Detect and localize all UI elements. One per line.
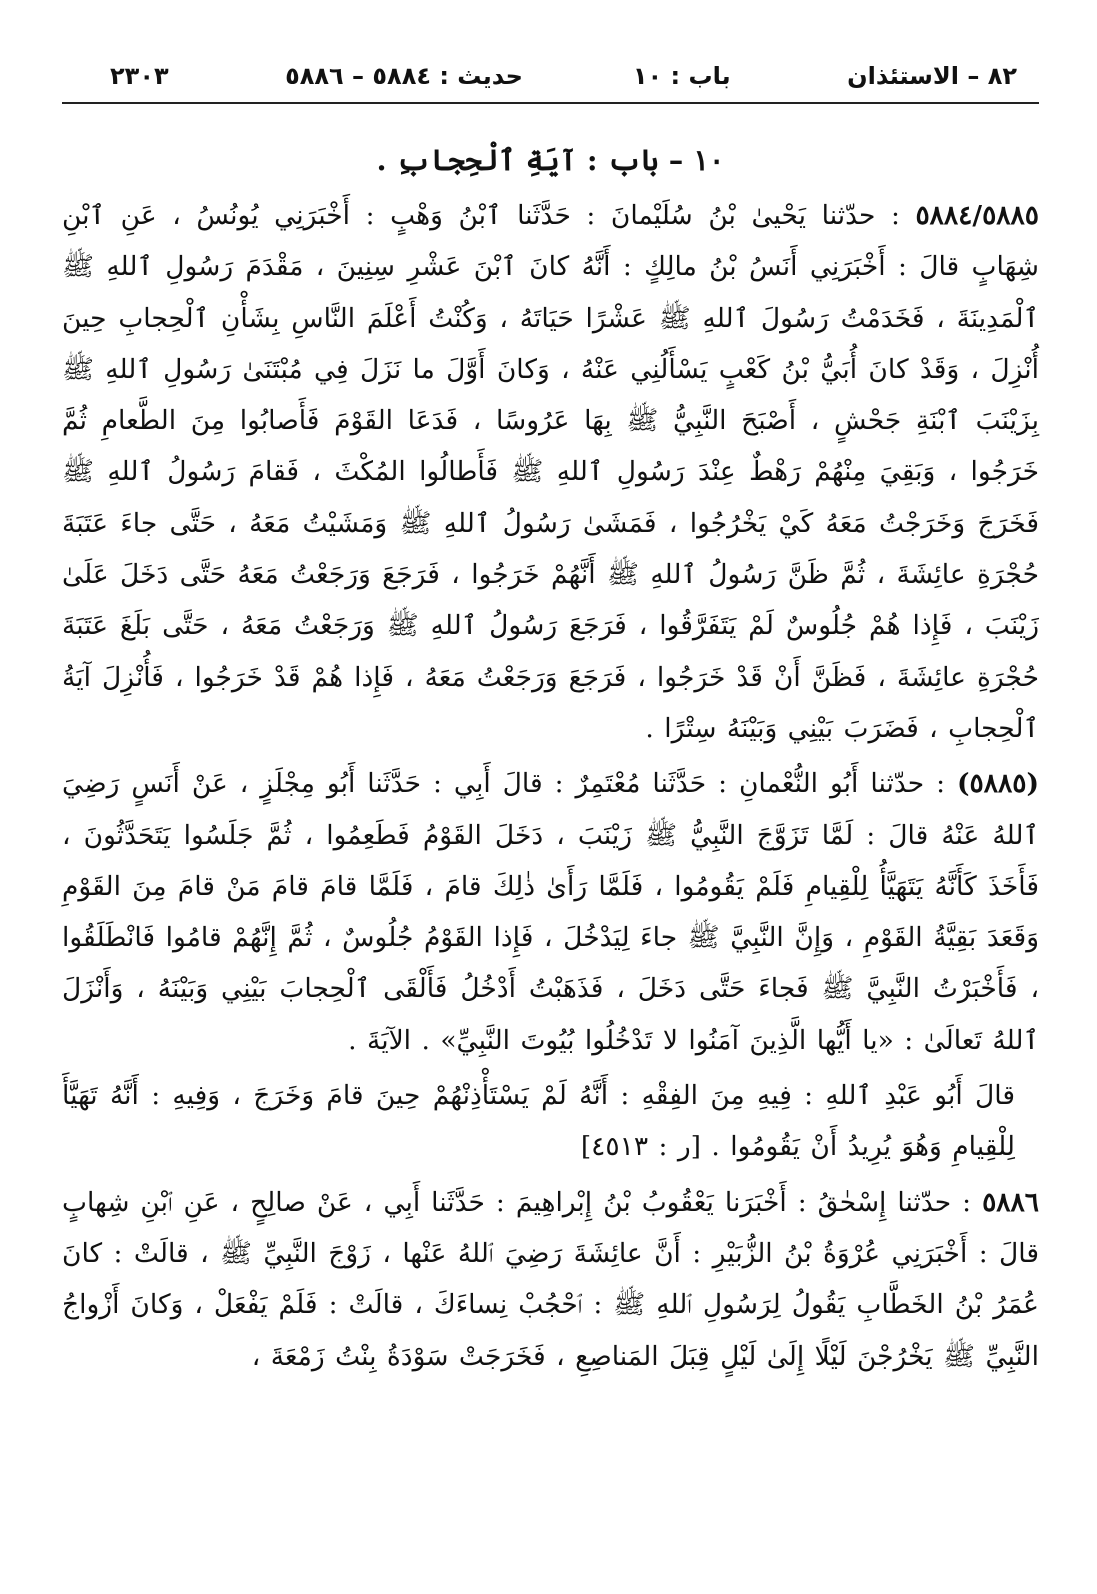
hadith-paragraph (62, 758, 1039, 1066)
hadith-text: : حدّثنا إِسْحٰقُ : أَخْبَرَنا يَعْقُوبُ بْنُ إِبْراهِيمَ : حَدَّثَنا أَبِي ، عَنْ صالِحٍ ، عَنِ ٱبْنِ شِهابٍ قالَ : أَخْبَرَنِي عُرْوَةُ بْنُ الزُّبَيْرِ : أَنَّ عائِشَةَ رَضِيَ ٱللهُ عَنْها ، زَوْجَ النَّبِيِّ ﷺ ، قالَتْ : كانَ عُمَرُ بْنُ الخَطَّابِ يَقُولُ لِرَسُولِ ٱللهِ ﷺ : ٱحْجُبْ نِساءَكَ ، قالَتْ : فَلَمْ يَفْعَلْ ، وَكانَ أَزْواجُ النَّبِيِّ ﷺ يَخْرُجْنَ لَيْلًا إِلَىٰ لَيْلٍ قِبَلَ المَناصِعِ ، فَخَرَجَتْ سَوْدَةُ بِنْتُ زَمْعَةَ ، (62, 1186, 1039, 1372)
commentary-paragraph (62, 1070, 1039, 1173)
header-page-number: ٢٣٠٣ (110, 62, 169, 90)
chapter-title: ١٠ – باب : آيَةِ ٱلْحِجابِ . (376, 143, 725, 177)
running-header (62, 50, 1039, 104)
hadith-text: : حدّثنا أَبُو النُّعْمانِ : حَدَّثَنا مُعْتَمِرٌ : قالَ أَبِي : حَدَّثَنا أَبُو مِجْلَزٍ ، عَنْ أَنَسٍ رَضِيَ ٱللهُ عَنْهُ قالَ : لَمَّا تَزَوَّجَ النَّبِيُّ ﷺ زَيْنَبَ ، دَخَلَ القَوْمُ فَطَعِمُوا ، ثُمَّ جَلَسُوا يَتَحَدَّثُونَ ، فَأَخَذَ كَأَنَّهُ يَتَهَيَّأُ لِلْقِيامِ فَلَمْ يَقُومُوا ، فَلَمَّا رَأَىٰ ذٰلِكَ قامَ ، فَلَمَّا قامَ قامَ مَنْ قامَ مِنَ القَوْمِ وَقَعَدَ بَقِيَّةُ القَوْمِ ، وَإِنَّ النَّبِيَّ ﷺ جاءَ لِيَدْخُلَ ، فَإِذا القَوْمُ جُلُوسٌ ، ثُمَّ إِنَّهُمْ قامُوا فَانْطَلَقُوا ، فَأَخْبَرْتُ النَّبِيَّ ﷺ فَجاءَ حَتَّى دَخَلَ ، فَذَهَبْتُ أَدْخُلُ فَأَلْقَى ٱلْحِجابَ بَيْنِي وَبَيْنَهُ ، وَأَنْزَلَ ٱللهُ تَعالَىٰ : «يا أَيُّها الَّذِينَ آمَنُوا لا تَدْخُلُوا بُيُوتَ النَّبِيِّ» . الآيَةَ . (62, 768, 1039, 1056)
hadith-paragraph (62, 190, 1039, 754)
commentary-text: قالَ أَبُو عَبْدِ ٱللهِ : فِيهِ مِنَ الفِقْهِ : أَنَّهُ لَمْ يَسْتَأْذِنْهُمْ حِينَ قامَ وَخَرَجَ ، وَفِيهِ : أَنَّهُ تَهَيَّأَ لِلْقِيامِ وَهُوَ يُرِيدُ أَنْ يَقُومُوا . [ر : ٤٥١٣] (62, 1080, 1015, 1163)
header-bab: باب : ١٠ (632, 62, 731, 90)
hadith-text: : حدّثنا يَحْيىٰ بْنُ سُلَيْمانَ : حَدَّثَنا ٱبْنُ وَهْبٍ : أَخْبَرَنِي يُونُسُ ، عَنِ ٱبْنِ شِهَابٍ قالَ : أَخْبَرَنِي أَنَسُ بْنُ مالِكٍ : أَنَّهُ كانَ ٱبْنَ عَشْرِ سِنِينَ ، مَقْدَمَ رَسُولِ ٱللهِ ﷺ ٱلْمَدِينَةَ ، فَخَدَمْتُ رَسُولَ ٱللهِ ﷺ عَشْرًا حَيَاتَهُ ، وَكُنْتُ أَعْلَمَ النَّاسِ بِشَأْنِ ٱلْحِجابِ حِينَ أُنْزِلَ ، وَقَدْ كانَ أُبَيُّ بْنُ كَعْبٍ يَسْأَلُنِي عَنْهُ ، وَكانَ أَوَّلَ ما نَزَلَ فِي مُبْتَنَىٰ رَسُولِ ٱللهِ ﷺ بِزَيْنَبَ ٱبْنَةِ جَحْشٍ ، أَصْبَحَ النَّبِيُّ ﷺ بِهَا عَرُوسًا ، فَدَعَا القَوْمَ فَأَصابُوا مِنَ الطَّعامِ ثُمَّ خَرَجُوا ، وَبَقِيَ مِنْهُمْ رَهْطٌ عِنْدَ رَسُولِ ٱللهِ ﷺ فَأَطالُوا المُكْثَ ، فَقامَ رَسُولُ ٱللهِ ﷺ فَخَرَجَ وَخَرَجْتُ مَعَهُ كَيْ يَخْرُجُوا ، فَمَشَىٰ رَسُولُ ٱللهِ ﷺ وَمَشَيْتُ مَعَهُ ، حَتَّى جاءَ عَتَبَةَ حُجْرَةِ عائِشَةَ ، ثُمَّ ظَنَّ رَسُولُ ٱللهِ ﷺ أَنَّهُمْ خَرَجُوا ، فَرَجَعَ وَرَجَعْتُ مَعَهُ حَتَّى دَخَلَ عَلَىٰ زَيْنَبَ ، فَإِذا هُمْ جُلُوسٌ لَمْ يَتَفَرَّقُوا ، فَرَجَعَ رَسُولُ ٱللهِ ﷺ وَرَجَعْتُ مَعَهُ ، حَتَّى بَلَغَ عَتَبَةَ حُجْرَةِ عائِشَةَ ، فَظَنَّ أَنْ قَدْ خَرَجُوا ، فَرَجَعَ وَرَجَعْتُ مَعَهُ ، فَإِذا هُمْ قَدْ خَرَجُوا ، فَأُنْزِلَ آيَةُ ٱلْحِجابِ ، فَضَرَبَ بَيْنِي وَبَيْنَهُ سِتْرًا . (62, 200, 1039, 744)
hadith-number: (٥٨٨٥) (956, 768, 1039, 800)
hadith-paragraph (62, 1177, 1039, 1382)
hadith-number: ٥٨٨٦ (982, 1186, 1039, 1218)
header-chapter: ٨٢ – الاستئذان (847, 62, 1017, 90)
body-text (62, 190, 1039, 1382)
header-center (285, 50, 731, 102)
hadith-number: ٥٨٨٤/٥٨٨٥ (915, 200, 1039, 231)
header-hadith-range: حديث : ٥٨٨٤ – ٥٨٨٦ (285, 62, 523, 90)
